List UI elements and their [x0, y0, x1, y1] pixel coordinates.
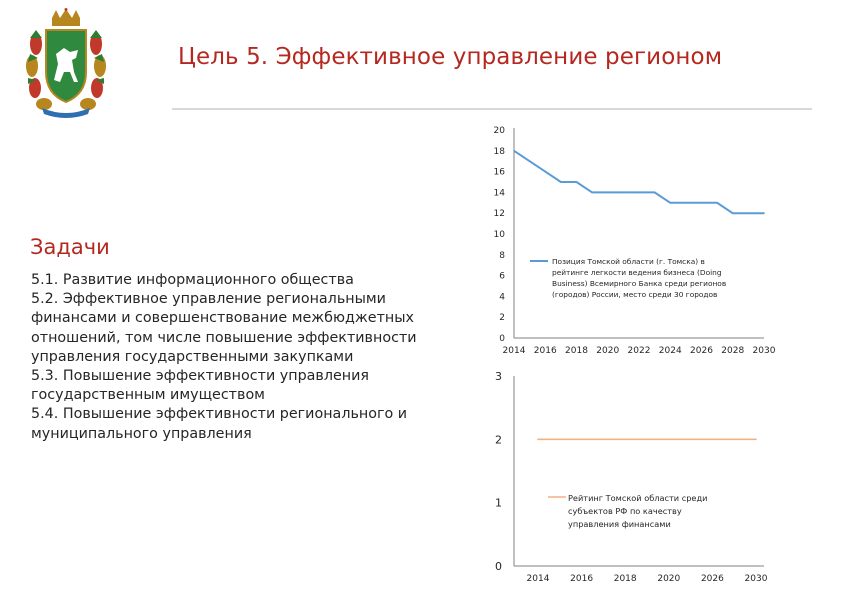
chart1-y-tick-label: 20	[493, 126, 505, 136]
crown	[52, 8, 80, 26]
chart1-data-point	[529, 160, 531, 162]
chart1-data-point	[638, 192, 640, 194]
chart1-x-tick-label: 2030	[752, 346, 776, 356]
chart2-data-point	[624, 439, 626, 441]
charts-area	[482, 118, 782, 590]
chart1-x-tick-label: 2024	[658, 346, 682, 356]
task-item: 5.4. Повышение эффективности регионального и муниципального управления	[31, 406, 408, 442]
chart1-data-point	[669, 202, 671, 204]
task-item: 5.2. Эффективное управление региональными финансами и совершенствование межбюджетных отношений, том числе повышение эффективности управления государственными закупками	[31, 291, 417, 365]
coat-of-arms-emblem	[22, 8, 110, 120]
chart1-y-tick-label: 16	[493, 167, 505, 178]
chart1-y-tick-label: 4	[499, 292, 505, 303]
chart1-data-point	[732, 212, 734, 214]
chart1-y-tick-label: 8	[499, 250, 505, 261]
chart2-x-tick-label: 2026	[700, 574, 724, 584]
chart2-data-point	[537, 439, 539, 441]
chart1-y-tick-label: 6	[499, 271, 505, 282]
chart1-y-tick-label: 10	[493, 230, 505, 240]
chart2-y-tick-label: 3	[495, 370, 502, 383]
chart1-legend-text: рейтинге легкости ведения бизнеса (Doing	[552, 268, 722, 277]
chart1-x-tick-label: 2016	[533, 346, 557, 356]
chart1-data-point	[513, 150, 515, 152]
chart1-y-tick-label: 18	[493, 146, 505, 157]
chart1-x-tick-label: 2020	[596, 346, 620, 356]
chart1-data-point	[607, 192, 609, 194]
task-item: 5.3. Повышение эффективности управления государственным имуществом	[31, 368, 370, 404]
chart1-data-point	[623, 192, 625, 194]
chart2-x-tick-label: 2020	[657, 574, 681, 584]
chart1-legend-text: Позиция Томской области (г. Томска) в	[552, 257, 705, 266]
chart1-data-point	[591, 192, 593, 194]
chart1-y-tick-label: 12	[493, 209, 505, 220]
chart1-x-tick-label: 2028	[721, 346, 745, 356]
chart1-x-tick-label: 2026	[690, 346, 713, 356]
chart1-x-tick-label: 2018	[565, 346, 588, 356]
chart1-y-tick-label: 2	[499, 313, 505, 324]
chart2-legend-text: Рейтинг Томской области среди	[568, 493, 708, 503]
chart1-data-point	[763, 212, 765, 214]
chart1-data-point	[716, 202, 718, 204]
chart1-y-tick-label: 14	[493, 188, 505, 199]
chart1-data-point	[701, 202, 703, 204]
chart2-data-point	[668, 439, 670, 441]
chart2-x-tick-label: 2030	[744, 574, 768, 584]
chart1-data-point	[685, 202, 687, 204]
task-item: 5.1. Развитие информационного общества	[31, 272, 354, 288]
chart2-data-point	[712, 439, 714, 441]
chart1-data-point	[544, 171, 546, 173]
chart2-y-tick-label: 1	[495, 496, 502, 510]
chart2-y-tick-label: 2	[495, 433, 502, 447]
chart1-y-tick-label: 0	[499, 334, 505, 344]
chart2-x-tick-label: 2016	[570, 574, 594, 584]
chart1-data-point	[560, 181, 562, 183]
chart1-series-line	[514, 151, 764, 213]
chart1-legend-text: Business) Всемирного Банка среди регионов	[552, 279, 727, 288]
chart1-x-tick-label: 2014	[502, 346, 526, 356]
chart2-legend-text: субъектов РФ по качеству	[568, 506, 682, 516]
page-title: Цель 5. Эффективное управление регионом	[178, 44, 723, 70]
chart2-x-tick-label: 2018	[613, 574, 637, 584]
chart2-legend-text: управления финансами	[568, 519, 671, 529]
chart1-legend-text: (городов) России, место среди 30 городов	[552, 290, 718, 299]
chart1-x-tick-label: 2022	[627, 346, 651, 356]
chart2-x-tick-label: 2014	[526, 574, 550, 584]
chart1-data-point	[748, 212, 750, 214]
ribbon	[42, 108, 90, 118]
chart2-y-tick-label: 0	[495, 560, 502, 573]
tasks-list	[31, 271, 431, 444]
chart1-data-point	[654, 192, 656, 194]
tasks-heading: Задачи	[30, 235, 110, 259]
chart2-data-point	[581, 439, 583, 441]
title-divider	[172, 108, 812, 110]
chart2-data-point	[755, 439, 757, 441]
chart1-data-point	[576, 181, 578, 183]
